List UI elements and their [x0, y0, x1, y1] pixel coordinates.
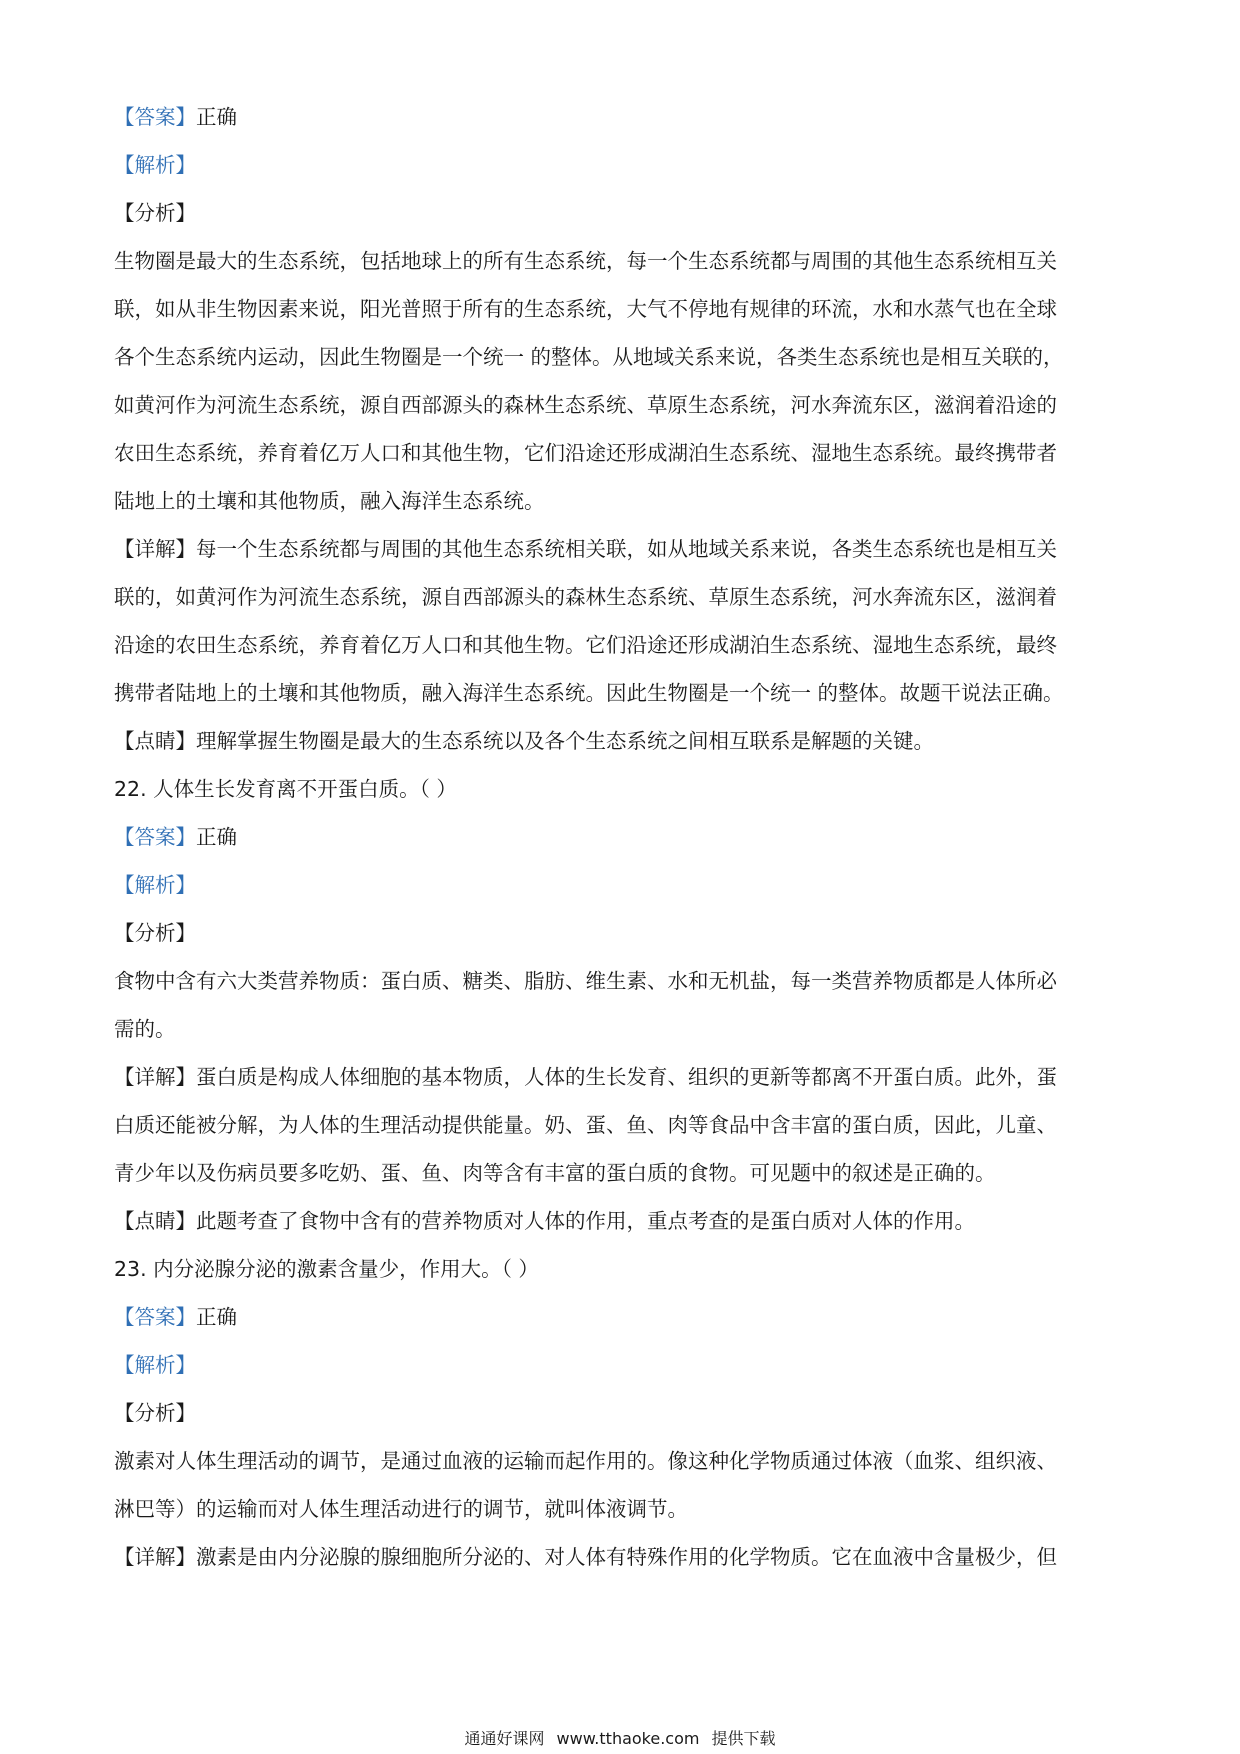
fenxi-tag-line: [114, 918, 1134, 948]
paragraph-line: 生物圈是最大的生态系统，包括地球上的所有生态系统，每一个生态系统都与周围的其他生态系统相互关: [114, 249, 1057, 273]
fenxi-tag: 【分析】: [114, 1401, 196, 1425]
paragraph-line: 携带者陆地上的土壤和其他物质，融入海洋生态系统。因此生物圈是一个统一 的整体。故题干说法正确。: [114, 681, 1064, 705]
paragraph-line: 联的，如黄河作为河流生态系统，源自西部源头的森林生态系统、草原生态系统，河水奔流东区，滋润着: [114, 585, 1057, 609]
dianjing-tag: 【点睛】: [114, 1209, 196, 1233]
xiangjie-tag: 【详解】: [114, 1065, 196, 1089]
page-footer: [0, 1728, 1240, 1750]
paragraph-line: 激素对人体生理活动的调节，是通过血液的运输而起作用的。像这种化学物质通过体液（血浆、组织液、: [114, 1449, 1057, 1473]
paragraph-line: 需的。: [114, 1017, 176, 1041]
answer-value: 正确: [196, 105, 237, 129]
question-22: 22. 人体生长发育离不开蛋白质。（ ）: [114, 777, 457, 801]
dianjing-line: [114, 726, 1134, 756]
fenxi-tag: 【分析】: [114, 921, 196, 945]
analysis-tag: 【解析】: [114, 873, 196, 897]
fenxi-tag-line: [114, 198, 1134, 228]
question-23: 23. 内分泌腺分泌的激素含量少，作用大。（ ）: [114, 1257, 539, 1281]
xiangjie-line: [114, 534, 1134, 564]
fenxi-tag: 【分析】: [114, 201, 196, 225]
answer-tag: 【答案】: [114, 105, 196, 129]
dianjing-text: 此题考查了食物中含有的营养物质对人体的作用，重点考查的是蛋白质对人体的作用。: [196, 1209, 975, 1233]
paragraph-line: 食物中含有六大类营养物质：蛋白质、糖类、脂肪、维生素、水和无机盐，每一类营养物质都是人体所必: [114, 969, 1057, 993]
answer-line: [114, 102, 1134, 132]
answer-line: [114, 1302, 1134, 1332]
analysis-tag-line: [114, 870, 1134, 900]
paragraph-line: 各个生态系统内运动，因此生物圈是一个统一 的整体。从地域关系来说，各类生态系统也是相互关联的，: [114, 345, 1064, 369]
paragraph-line: 如黄河作为河流生态系统，源自西部源头的森林生态系统、草原生态系统，河水奔流东区，滋润着沿途的: [114, 393, 1057, 417]
xiangjie-tag: 【详解】: [114, 537, 196, 561]
xiangjie-text: 每一个生态系统都与周围的其他生态系统相关联，如从地域关系来说，各类生态系统也是相互关: [196, 537, 1057, 561]
analysis-tag: 【解析】: [114, 153, 196, 177]
analysis-tag-line: [114, 150, 1134, 180]
footer-download-text: 提供下载: [711, 1729, 776, 1748]
answer-value: 正确: [196, 1305, 237, 1329]
paragraph-line: 陆地上的土壤和其他物质，融入海洋生态系统。: [114, 489, 545, 513]
paragraph-line: 白质还能被分解，为人体的生理活动提供能量。奶、蛋、鱼、肉等食品中含丰富的蛋白质，因此，儿童、: [114, 1113, 1057, 1137]
paragraph-line: 联，如从非生物因素来说，阳光普照于所有的生态系统，大气不停地有规律的环流，水和水蒸气也在全球: [114, 297, 1057, 321]
dianjing-tag: 【点睛】: [114, 729, 196, 753]
answer-tag: 【答案】: [114, 1305, 196, 1329]
paragraph-line: 淋巴等）的运输而对人体生理活动进行的调节，就叫体液调节。: [114, 1497, 688, 1521]
dianjing-text: 理解掌握生物圈是最大的生态系统以及各个生态系统之间相互联系是解题的关键。: [196, 729, 934, 753]
dianjing-line: [114, 1206, 1134, 1236]
fenxi-tag-line: [114, 1398, 1134, 1428]
paragraph-line: 沿途的农田生态系统，养育着亿万人口和其他生物。它们沿途还形成湖泊生态系统、湿地生态系统，最终: [114, 633, 1057, 657]
analysis-tag: 【解析】: [114, 1353, 196, 1377]
footer-site-url[interactable]: www.tthaoke.com: [556, 1729, 700, 1748]
paragraph-line: 农田生态系统，养育着亿万人口和其他生物，它们沿途还形成湖泊生态系统、湿地生态系统。最终携带者: [114, 441, 1057, 465]
xiangjie-line: [114, 1062, 1134, 1092]
analysis-tag-line: [114, 1350, 1134, 1380]
answer-tag: 【答案】: [114, 825, 196, 849]
paragraph-line: 青少年以及伤病员要多吃奶、蛋、鱼、肉等含有丰富的蛋白质的食物。可见题中的叙述是正确的。: [114, 1161, 996, 1185]
answer-value: 正确: [196, 825, 237, 849]
xiangjie-text: 激素是由内分泌腺的腺细胞所分泌的、对人体有特殊作用的化学物质。它在血液中含量极少，但: [196, 1545, 1057, 1569]
footer-site-name: 通通好课网: [464, 1729, 545, 1748]
xiangjie-line: [114, 1542, 1134, 1572]
xiangjie-tag: 【详解】: [114, 1545, 196, 1569]
answer-line: [114, 822, 1134, 852]
xiangjie-text: 蛋白质是构成人体细胞的基本物质，人体的生长发育、组织的更新等都离不开蛋白质。此外，蛋: [196, 1065, 1057, 1089]
